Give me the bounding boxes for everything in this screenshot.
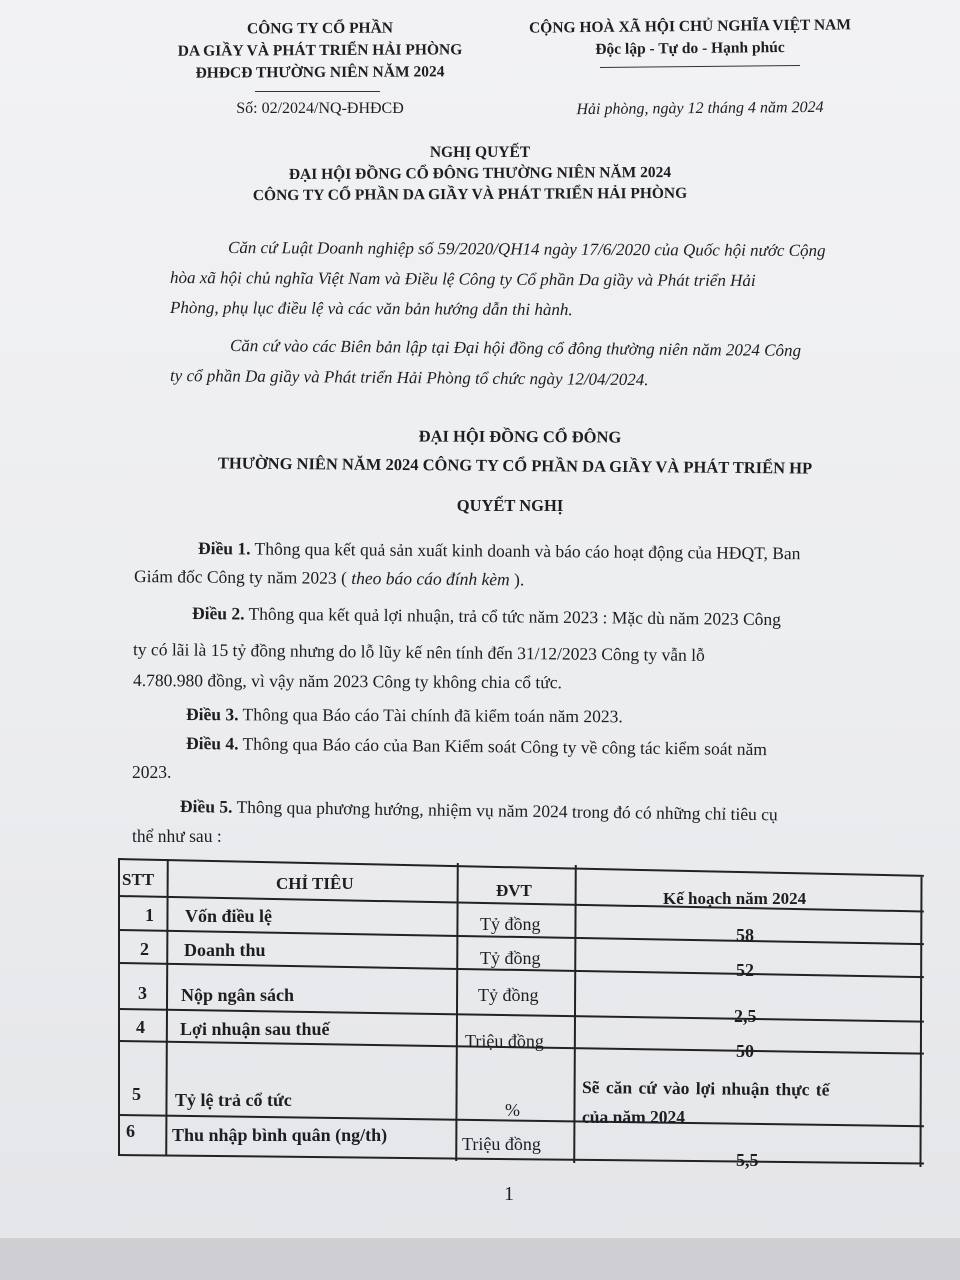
row-item: Doanh thu	[184, 940, 266, 960]
article-1-text-2c: ).	[509, 569, 525, 590]
row-stt: 2	[140, 939, 149, 959]
row-unit: Tỷ đồng	[478, 985, 539, 1005]
row-plan: 52	[736, 960, 754, 980]
article-2-line-3: 4.780.980 đồng, vì vậy năm 2023 Công ty không chia cổ tức.	[132, 670, 563, 693]
table-header-plan: Kế hoạch năm 2024	[663, 889, 807, 908]
preamble-1-line-2: hòa xã hội chủ nghĩa Việt Nam và Điều lệ Công ty Cổ phần Da giầy và Phát triển Hải	[169, 268, 756, 291]
meeting-name: ĐHĐCĐ THƯỜNG NIÊN NĂM 2024	[195, 63, 445, 82]
row-unit: Tỷ đồng	[480, 914, 541, 934]
preamble-1-line-1: Căn cứ Luật Doanh nghiệp số 59/2020/QH14 ngày 17/6/2020 của Quốc hội nước Cộng	[227, 238, 826, 261]
table-header-item: CHỈ TIÊU	[276, 874, 354, 893]
article-4-line-2: 2023.	[132, 762, 172, 782]
row-unit: Triệu đồng	[465, 1031, 544, 1051]
row-stt: 1	[145, 905, 154, 925]
row-plan: 5,5	[736, 1150, 759, 1170]
page-number: 1	[504, 1183, 514, 1205]
national-motto: Độc lập - Tự do - Hạnh phúc	[595, 39, 785, 58]
resolution-subtitle-1: ĐẠI HỘI ĐỒNG CỔ ĐÔNG THƯỜNG NIÊN NĂM 2024	[288, 163, 672, 184]
article-2-text: Thông qua kết quả lợi nhuận, trả cổ tức năm 2023 : Mặc dù năm 2023 Công	[244, 603, 782, 630]
article-2-label: Điều 2.	[191, 603, 245, 624]
table-header-stt: STT	[122, 870, 155, 889]
row-item: Tỷ lệ trả cổ tức	[175, 1090, 292, 1110]
assembly-heading-2: THƯỜNG NIÊN NĂM 2024 CÔNG TY CỔ PHẦN DA GIẦY VÀ PHÁT TRIỂN HP	[217, 453, 813, 478]
desk-surface	[0, 1238, 960, 1280]
row-stt: 3	[138, 983, 147, 1003]
article-1-attachment-note: theo báo cáo đính kèm	[351, 567, 510, 590]
table-header-unit: ĐVT	[496, 881, 532, 900]
table-column-divider	[455, 863, 458, 1161]
table-border-left	[118, 858, 120, 1154]
article-3-text: Thông qua Báo cáo Tài chính đã kiểm toán năm 2023.	[238, 704, 623, 727]
preamble-1-line-3: Phòng, phụ lục điều lệ và các văn bản hướng dẫn thi hành.	[169, 298, 573, 320]
row-stt: 5	[132, 1084, 141, 1104]
table-border-top	[118, 858, 924, 876]
article-5-label: Điều 5.	[179, 796, 233, 817]
article-1-text-2a: Giám đốc Công ty năm 2023 (	[133, 566, 352, 588]
article-1-text: Thông qua kết quả sản xuất kinh doanh và báo cáo hoạt động của HĐQT, Ban	[250, 538, 801, 564]
row-unit: Tỷ đồng	[480, 948, 541, 968]
article-1-label: Điều 1.	[197, 538, 251, 559]
preamble-2-line-2: ty cổ phần Da giầy và Phát triển Hải Phòng tổ chức ngày 12/04/2024.	[169, 366, 649, 390]
row-stt: 4	[136, 1017, 145, 1037]
company-type: CÔNG TY CỔ PHẦN	[246, 19, 394, 38]
row-plan: 2,5	[734, 1006, 757, 1026]
company-name: DA GIẦY VÀ PHÁT TRIỂN HẢI PHÒNG	[177, 41, 463, 60]
national-title: CỘNG HOÀ XÃ HỘI CHỦ NGHĨA VIỆT NAM	[528, 16, 852, 37]
row-plan: 50	[736, 1041, 754, 1061]
article-4-label: Điều 4.	[185, 733, 239, 754]
row-item: Lợi nhuận sau thuế	[180, 1019, 330, 1039]
row-item: Nộp ngân sách	[181, 985, 295, 1005]
article-5-line-2: thể như sau :	[132, 826, 222, 846]
table-column-divider	[165, 859, 168, 1155]
document-number: Số: 02/2024/NQ-ĐHĐCĐ	[236, 100, 404, 117]
resolution-title: NGHỊ QUYẾT	[429, 144, 531, 161]
article-4-text: Thông qua Báo cáo của Ban Kiểm soát Công ty về công tác kiểm soát năm	[238, 733, 768, 760]
article-5-text: Thông qua phương hướng, nhiệm vụ năm 2024 trong đó có những chỉ tiêu cụ	[232, 796, 778, 825]
article-3-label: Điều 3.	[185, 704, 239, 725]
row-stt: 6	[126, 1121, 135, 1141]
row-item: Vốn điều lệ	[185, 906, 273, 926]
preamble-2-line-1: Căn cứ vào các Biên bản lập tại Đại hội đồng cổ đông thường niên năm 2024 Công	[229, 336, 802, 360]
table-border-bottom	[118, 1154, 924, 1164]
resolves-heading: QUYẾT NGHỊ	[456, 496, 564, 515]
row-plan: 58	[736, 925, 754, 945]
row-item: Thu nhập bình quân (ng/th)	[172, 1125, 388, 1145]
assembly-heading-1: ĐẠI HỘI ĐỒNG CỔ ĐÔNG	[418, 426, 622, 447]
table-column-divider	[573, 865, 576, 1163]
row-unit: %	[505, 1100, 520, 1120]
article-2-line-2: ty có lãi là 15 tỷ đồng nhưng do lỗ lũy kế nên tính đến 31/12/2023 Công ty vẫn lỗ	[132, 639, 705, 665]
document-date: Hải phòng, ngày 12 tháng 4 năm 2024	[576, 98, 824, 119]
resolution-subtitle-2: CÔNG TY CỔ PHẦN DA GIẦY VÀ PHÁT TRIỂN HẢI PHÒNG	[252, 184, 688, 205]
row-plan: Sẽ căn cứ vào lợi nhuận thực tế	[581, 1077, 830, 1100]
row-unit: Triệu đồng	[462, 1134, 541, 1154]
row-plan-2: của năm 2024	[582, 1107, 686, 1127]
